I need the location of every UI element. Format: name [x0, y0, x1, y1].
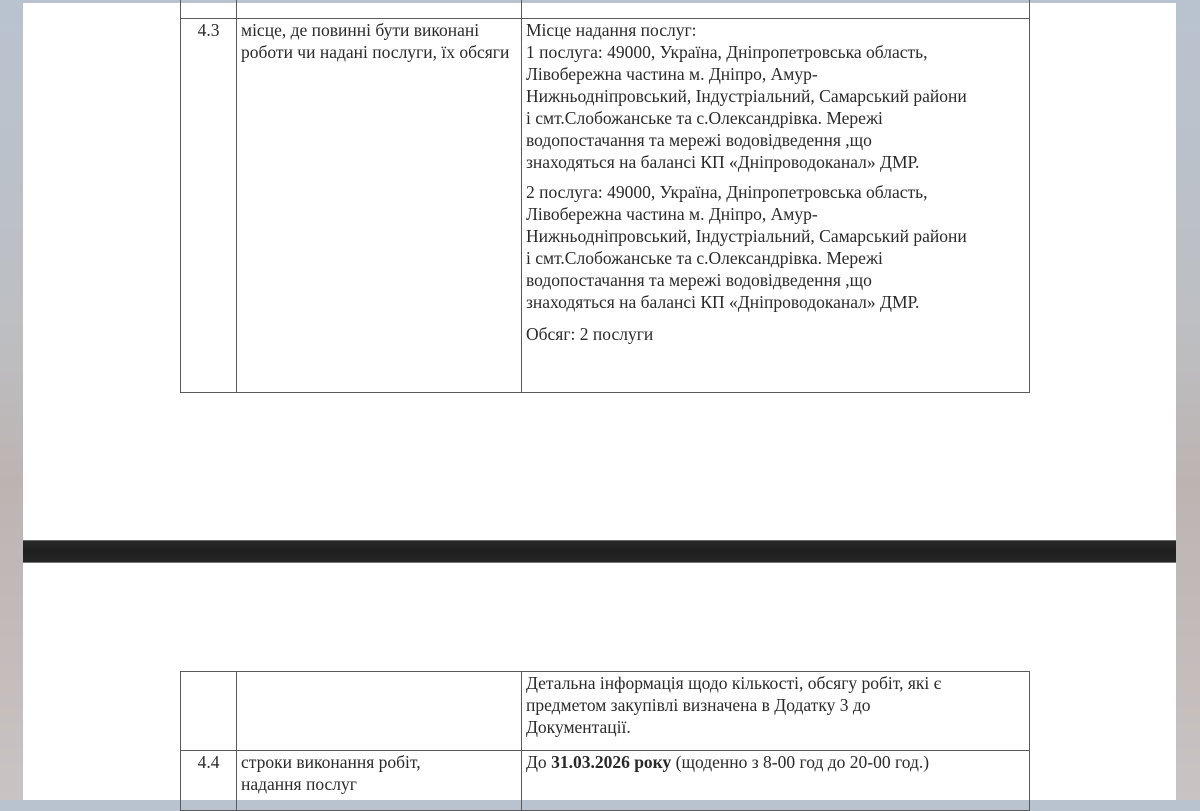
row-number: 4.4 — [197, 752, 220, 772]
text-line: водопостачання та мережі водовідведення ,що — [526, 130, 872, 150]
text-line: 1 послуга: 49000, Україна, Дніпропетровська область, — [526, 42, 928, 62]
text-line: Лівобережна частина м. Дніпро, Амур- — [526, 64, 818, 84]
requirements-table-page-2 — [180, 671, 1030, 811]
row-number-cell — [181, 672, 237, 751]
text-line: і смт.Слобожанське та с.Олександрівка. Мережі — [526, 248, 883, 268]
service-volume: Обсяг: 2 послуги — [526, 324, 654, 344]
text-line: і смт.Слобожанське та с.Олександрівка. Мережі — [526, 108, 883, 128]
requirements-table-page-1 — [180, 0, 1030, 393]
text-line: надання послуг — [241, 774, 357, 794]
service-1-address — [526, 41, 1025, 173]
text-line: водопостачання та мережі водовідведення ,що — [526, 270, 872, 290]
page-separator — [23, 540, 1176, 563]
text-line: Лівобережна частина м. Дніпро, Амур- — [526, 204, 818, 224]
text-line: знаходяться на балансі КП «Дніпроводоканал» ДМР. — [526, 152, 920, 172]
row-number-cell — [181, 19, 237, 393]
table-row-previous — [181, 0, 1030, 19]
row-value-cell — [522, 19, 1030, 393]
deadline-prefix: До — [526, 752, 552, 772]
table-row-4-4 — [181, 751, 1030, 811]
row-value-cell — [522, 0, 1030, 19]
row-label-cell — [237, 19, 522, 393]
row-number-cell — [181, 0, 237, 19]
text-line: Детальна інформація щодо кількості, обсягу робіт, які є — [526, 673, 942, 693]
service-2-address — [526, 181, 1025, 313]
row-value-cell — [522, 672, 1030, 751]
text-line: Документації. — [526, 717, 631, 737]
text-line: Нижньодніпровський, Індустріальний, Самарський райони — [526, 226, 967, 246]
row-label-cell — [237, 0, 522, 19]
text-line: знаходяться на балансі КП «Дніпроводоканал» ДМР. — [526, 292, 920, 312]
row-label-cell — [237, 751, 522, 811]
deadline-date: 31.03.2026 року — [551, 752, 672, 772]
text-line: предметом закупівлі визначена в Додатку 3 до — [526, 695, 871, 715]
service-location-heading: Місце надання послуг: — [526, 20, 697, 40]
text-line: 2 послуга: 49000, Україна, Дніпропетровська область, — [526, 182, 928, 202]
row-number: 4.3 — [197, 20, 220, 40]
text-line: Нижньодніпровський, Індустріальний, Самарський райони — [526, 86, 967, 106]
text-line: строки виконання робіт, — [241, 752, 421, 772]
table-row-4-3 — [181, 19, 1030, 393]
document-viewer[interactable] — [23, 3, 1176, 800]
row-label-cell — [237, 672, 522, 751]
row-value-cell — [522, 751, 1030, 811]
row-number-cell — [181, 751, 237, 811]
deadline-hours: (щоденно з 8-00 год до 20-00 год.) — [671, 752, 930, 772]
table-row-continued — [181, 672, 1030, 751]
row-label: місце, де повинні бути виконані роботи чи надані послуги, їх обсяги — [241, 20, 510, 62]
